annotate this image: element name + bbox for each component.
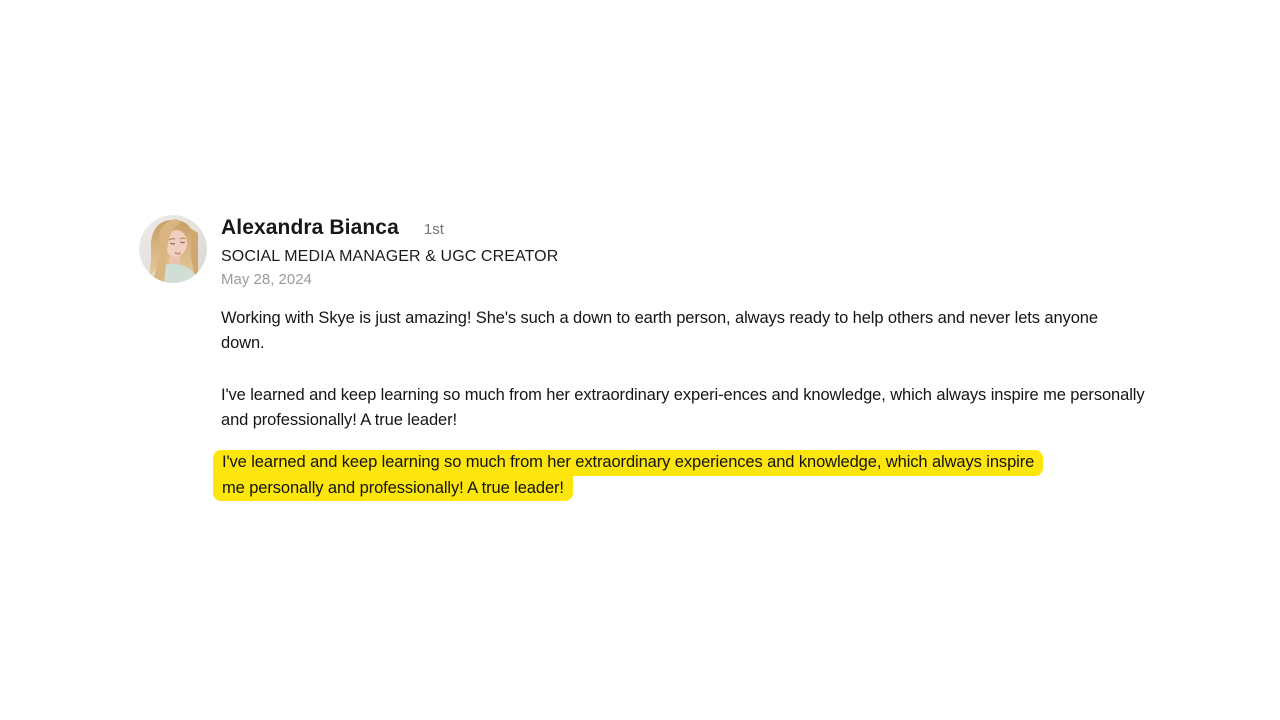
highlighted-quote-line-2: me personally and professionally! A true leader! [213, 476, 573, 502]
recommender-name[interactable]: Alexandra Bianca [221, 216, 399, 239]
avatar[interactable] [139, 215, 207, 283]
recommendation-body [221, 306, 1145, 501]
connection-degree-badge: 1st [423, 221, 444, 238]
name-row [221, 216, 558, 242]
avatar-photo-illustration [139, 215, 207, 283]
recommendation-paragraph-1: Working with Skye is just amazing! She's such a down to earth person, always ready to help others and never lets anyone down. [221, 309, 1098, 352]
highlighted-quote-line-1: I've learned and keep learning so much from her extraordinary experiences and knowledge, which always inspire [213, 450, 1043, 476]
recommender-header [221, 216, 558, 290]
highlighted-quote [221, 450, 1145, 501]
recommender-headline: SOCIAL MEDIA MANAGER & UGC CREATOR [221, 248, 559, 265]
recommendation-paragraph-2: I've learned and keep learning so much from her extraordinary experi-ences and knowledge, which always inspire me personally and professionally! A true leader! [221, 386, 1145, 429]
recommendation-date: May 28, 2024 [221, 271, 312, 288]
